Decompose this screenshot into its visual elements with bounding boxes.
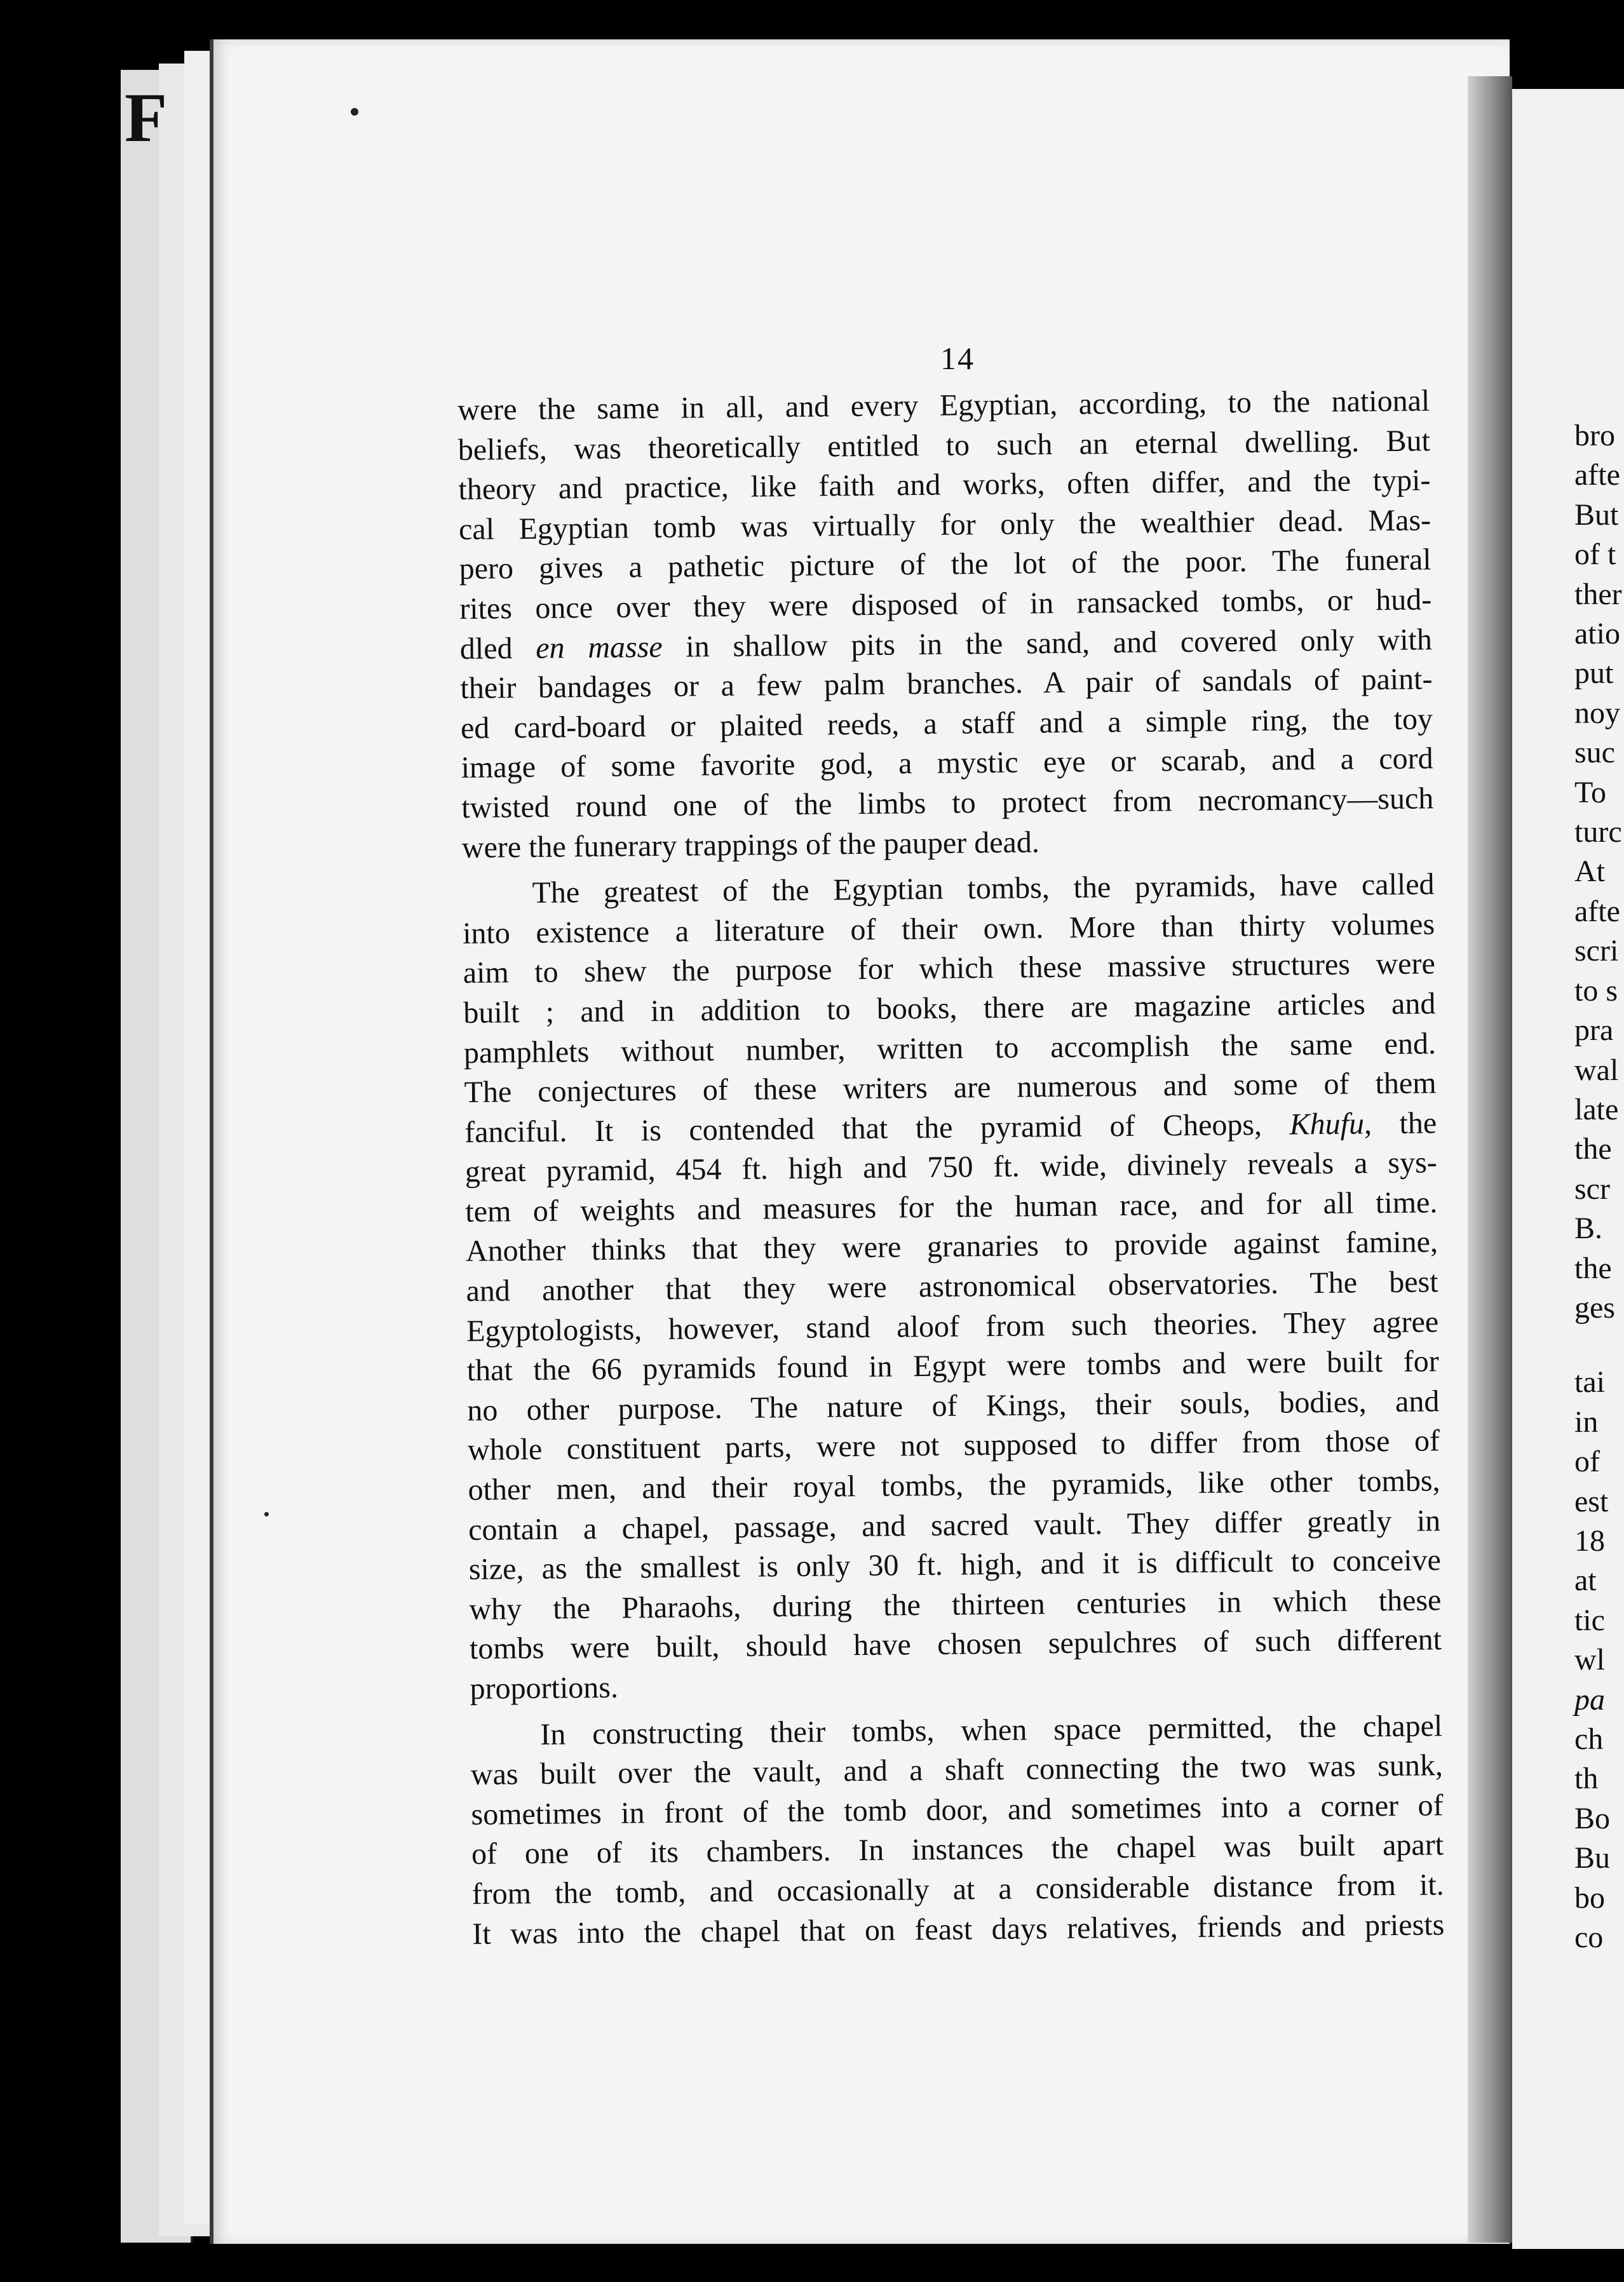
facing-line: pa bbox=[1574, 1682, 1605, 1717]
facing-line: wal bbox=[1574, 1053, 1619, 1087]
text-line: built ; and in addition to books, there are magazine articles and bbox=[463, 987, 1436, 1030]
edge-letter: F bbox=[125, 79, 168, 156]
facing-line: tic bbox=[1574, 1603, 1605, 1637]
text-line: The greatest of the Egyptian tombs, the pyramids, have called bbox=[532, 867, 1435, 910]
text-line: no other purpose. The nature of Kings, their souls, bodies, and bbox=[467, 1384, 1440, 1428]
text-line: tombs were built, should have chosen sepulchres of such different bbox=[469, 1623, 1442, 1666]
text-line: why the Pharaohs, during the thirteen centuries in which these bbox=[469, 1583, 1442, 1626]
text-line: were the funerary trappings of the pauper dead. bbox=[461, 825, 1040, 865]
facing-line: To bbox=[1574, 775, 1606, 809]
facing-line: est bbox=[1574, 1484, 1609, 1518]
facing-line: turc bbox=[1574, 815, 1622, 849]
text-line: size, as the smallest is only 30 ft. high, and it is difficult to conceive bbox=[468, 1543, 1441, 1587]
facing-line: B. bbox=[1574, 1212, 1603, 1246]
text-line: aim to shew the purpose for which these massive structures were bbox=[463, 947, 1435, 990]
text-line: In constructing their tombs, when space permitted, the chapel bbox=[540, 1708, 1443, 1752]
text-line: Another thinks that they were granaries to provide against famine, bbox=[465, 1225, 1438, 1269]
facing-line: ch bbox=[1574, 1722, 1604, 1756]
text-line: fanciful. It is contended that the pyramid of Cheops, Khufu, the bbox=[464, 1105, 1437, 1149]
text-line: sometimes in front of the tomb door, and sometimes into a corner of bbox=[471, 1788, 1444, 1832]
facing-line: scri bbox=[1574, 934, 1619, 968]
text-line: were the same in all, and every Egyptian, according, to the national bbox=[457, 384, 1430, 427]
facing-line: afte bbox=[1574, 894, 1620, 928]
facing-page bbox=[1512, 89, 1624, 2249]
facing-line: bro bbox=[1574, 419, 1615, 452]
facing-paragraph-gap bbox=[1574, 1328, 1624, 1363]
text-line: twisted round one of the limbs to protect from necromancy—such bbox=[461, 781, 1434, 825]
facing-line: ther bbox=[1574, 577, 1622, 611]
text-line: ed card-board or plaited reeds, a staff and a simple ring, the toy bbox=[460, 702, 1433, 745]
facing-line: scr bbox=[1574, 1171, 1610, 1206]
text-line: dled en masse in shallow pits in the sand, and covered only with bbox=[459, 622, 1433, 666]
facing-line: th bbox=[1574, 1762, 1599, 1796]
facing-line: tai bbox=[1574, 1365, 1605, 1400]
facing-line: in bbox=[1574, 1405, 1599, 1439]
text-line: other men, and their royal tombs, the pyramids, like other tombs, bbox=[468, 1464, 1440, 1507]
text-line: cal Egyptian tomb was virtually for only the wealthier dead. Mas- bbox=[458, 503, 1431, 546]
facing-line: of t bbox=[1574, 537, 1616, 572]
text-line: pero gives a pathetic picture of the lot of the poor. The funeral bbox=[459, 543, 1431, 586]
text-line: contain a chapel, passage, and sacred vault. They differ greatly in bbox=[468, 1503, 1441, 1547]
facing-line: noy bbox=[1574, 696, 1620, 730]
book-gutter bbox=[1468, 76, 1512, 2243]
facing-line: the bbox=[1574, 1132, 1612, 1166]
facing-line: ges bbox=[1574, 1290, 1615, 1325]
ink-speck bbox=[351, 108, 358, 116]
facing-line: afte bbox=[1574, 458, 1620, 492]
text-line: proportions. bbox=[470, 1670, 619, 1706]
facing-line: co bbox=[1574, 1921, 1604, 1955]
facing-line: Bo bbox=[1574, 1801, 1611, 1835]
text-line: great pyramid, 454 ft. high and 750 ft. wide, divinely reveals a sys- bbox=[464, 1145, 1437, 1189]
facing-line: bo bbox=[1574, 1880, 1605, 1915]
facing-line: Bu bbox=[1574, 1841, 1611, 1875]
text-line: image of some favorite god, a mystic eye or scarab, and a cord bbox=[461, 741, 1433, 785]
text-line: beliefs, was theoretically entitled to such an eternal dwelling. But bbox=[457, 423, 1431, 467]
text-line: and another that they were astronomical observatories. The best bbox=[466, 1265, 1438, 1308]
facing-line: late bbox=[1574, 1092, 1619, 1126]
paragraph bbox=[462, 865, 1442, 1709]
body-text bbox=[457, 381, 1445, 1954]
facing-line: pra bbox=[1574, 1013, 1614, 1048]
text-line: that the 66 pyramids found in Egypt were tombs and were built for bbox=[466, 1344, 1439, 1388]
text-line: was built over the vault, and a shaft connecting the two was sunk, bbox=[470, 1748, 1444, 1792]
text-line: whole constituent parts, were not supposed to differ from those of bbox=[467, 1424, 1440, 1468]
facing-line: to s bbox=[1574, 973, 1618, 1008]
italic-phrase: Khufu bbox=[1289, 1107, 1365, 1142]
text-line: Egyptologists, however, stand aloof from such theories. They agree bbox=[466, 1304, 1439, 1348]
facing-line: of bbox=[1574, 1445, 1600, 1479]
facing-line: wl bbox=[1574, 1643, 1605, 1677]
page-number: 14 bbox=[940, 341, 975, 376]
text-line: into existence a literature of their own. More than thirty volumes bbox=[462, 907, 1435, 950]
facing-line: 18 bbox=[1574, 1523, 1605, 1558]
text-line: from the tomb, and occasionally at a considerable distance from it. bbox=[471, 1868, 1444, 1911]
facing-line: But bbox=[1574, 497, 1619, 532]
facing-line: atio bbox=[1574, 617, 1620, 651]
facing-line: suc bbox=[1574, 736, 1615, 770]
paragraph bbox=[457, 381, 1434, 868]
text-line: of one of its chambers. In instances the chapel was built apart bbox=[471, 1828, 1444, 1872]
facing-line: put bbox=[1574, 656, 1614, 691]
text-line: The conjectures of these writers are numerous and some of them bbox=[464, 1066, 1437, 1110]
italic-phrase: en masse bbox=[536, 630, 663, 665]
facing-line: the bbox=[1574, 1251, 1612, 1285]
text-line: pamphlets without number, written to accomplish the same end. bbox=[463, 1026, 1437, 1070]
text-line: tem of weights and measures for the human race, and for all time. bbox=[465, 1185, 1438, 1229]
text-line: rites once over they were disposed of in ransacked tombs, or hud- bbox=[459, 583, 1432, 626]
text-line: theory and practice, like faith and works, often differ, and the typi- bbox=[458, 463, 1431, 507]
facing-line: At bbox=[1574, 854, 1605, 889]
text-line: It was into the chapel that on feast days relatives, friends and priests bbox=[472, 1907, 1445, 1951]
facing-line: at bbox=[1574, 1563, 1597, 1598]
facing-page-text bbox=[1574, 416, 1624, 1957]
text-line: their bandages or a few palm branches. A pair of sandals of paint- bbox=[460, 662, 1433, 706]
paragraph bbox=[470, 1706, 1445, 1954]
ink-speck bbox=[264, 1512, 269, 1516]
